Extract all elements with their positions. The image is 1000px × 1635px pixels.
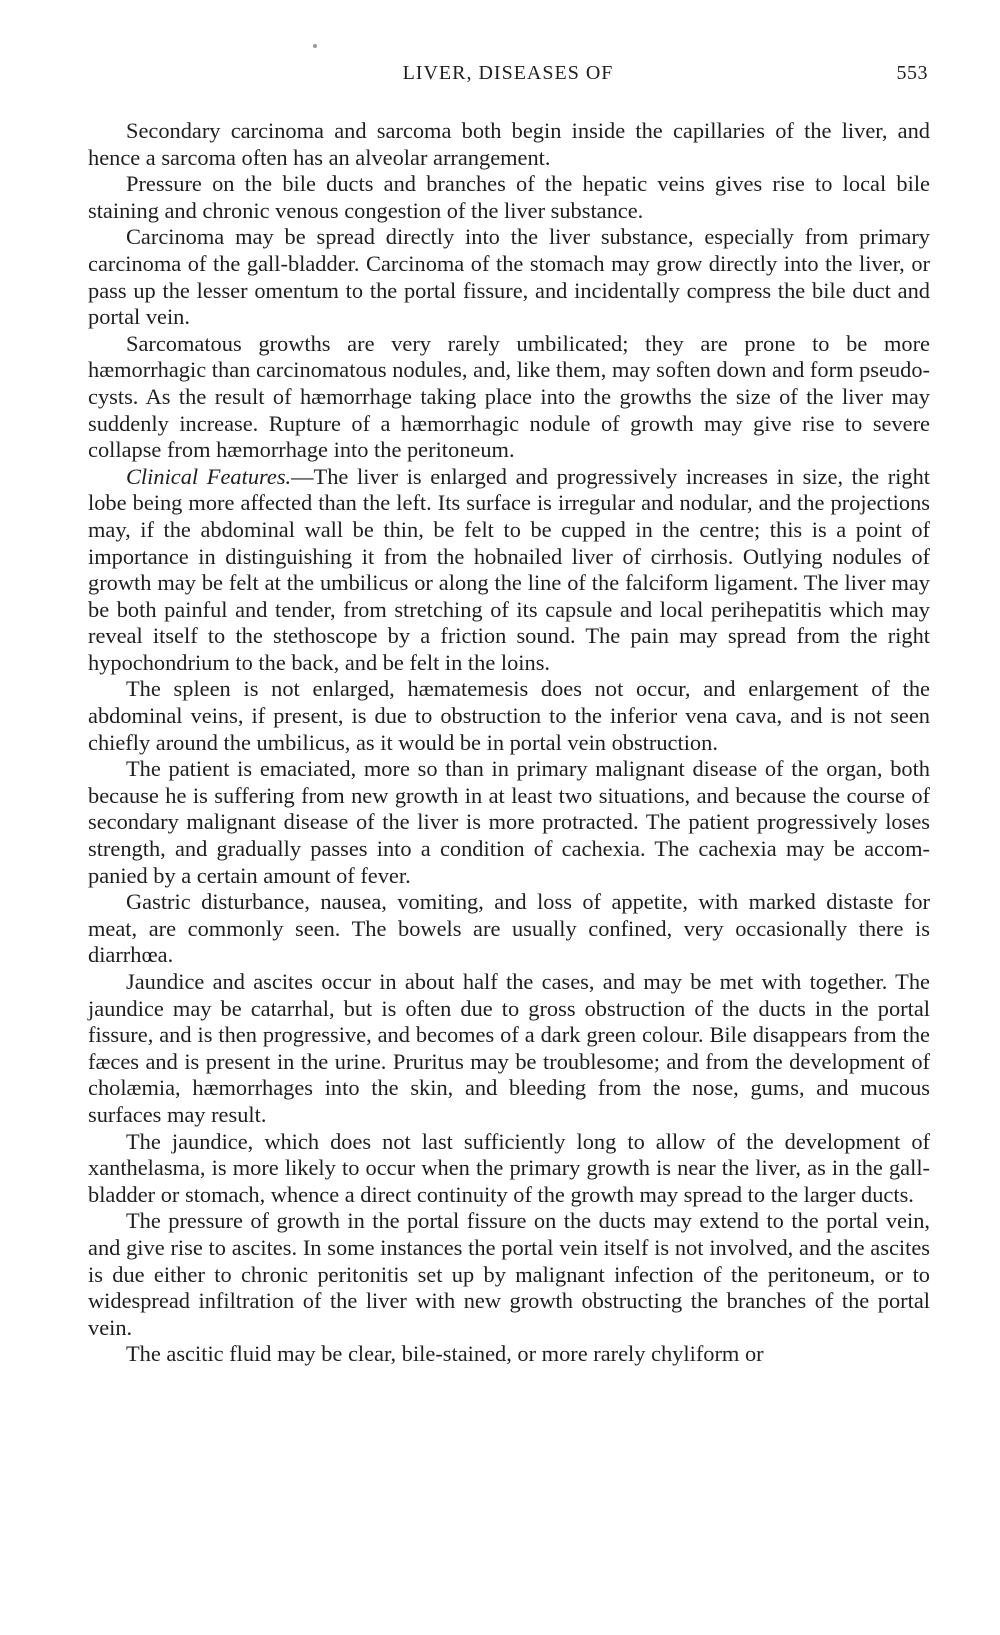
page-number: 553 bbox=[896, 62, 928, 84]
paragraph: The pressure of growth in the portal fissure on the ducts may extend to the portal vein, and give rise to ascites. In some instances the portal vein itself is not involved, and the ascites is due either to chronic peritonitis set up by malignant infection of the peritoneum, or to widespread infiltration of the liver with new growth obstructing the branches of the portal vein. bbox=[88, 1208, 930, 1340]
paragraph: The spleen is not enlarged, hæmatemesis does not occur, and enlargement of the abdominal veins, if present, is due to obstruction to the inferior vena cava, and is not seen chiefly around the umbilicus, as it would be in portal vein obstruction. bbox=[88, 676, 930, 755]
paragraph: The patient is emaciated, more so than in primary malignant disease of the organ, both because he is suffering from new growth in at least two situations, and because the course of secondary malignant disease of the liver is more protracted. The patient progressively loses strength, and gradually passes into a condition of cachexia. The cachexia may be accompanied by a certain amount of fever. bbox=[88, 756, 930, 888]
body-text bbox=[88, 118, 930, 1368]
paragraph: The jaundice, which does not last sufficiently long to allow of the development of xanthelasma, is more likely to occur when the primary growth is near the liver, as in the gall-bladder or stomach, whence a direct continuity of the growth may spread to the larger ducts. bbox=[88, 1128, 930, 1207]
section-heading: Clinical Features. bbox=[126, 463, 292, 489]
paragraph: Pressure on the bile ducts and branches of the hepatic veins gives rise to local bile staining and chronic venous congestion of the liver substance. bbox=[88, 171, 930, 223]
running-head: LIVER, DISEASES OF bbox=[402, 62, 614, 84]
paragraph: Sarcomatous growths are very rarely umbilicated; they are prone to be more hæmorrhagic than carcinomatous nodules, and, like them, may soften down and form pseudo-cysts. As the result of hæmorrhage taking place into the growths the size of the liver may suddenly increase. Rupture of a hæmorrhagic nodule of growth may give rise to severe collapse from hæmorrhage into the peritoneum. bbox=[88, 330, 930, 463]
paragraph: The ascitic fluid may be clear, bile-stained, or more rarely chyliform or bbox=[126, 1341, 764, 1367]
ink-speck bbox=[313, 44, 317, 48]
paragraph bbox=[88, 464, 930, 677]
page-header bbox=[88, 62, 928, 92]
paragraph: Secondary carcinoma and sarcoma both begin inside the capillaries of the liver, and hence a sarcoma often has an alveolar arrangement. bbox=[88, 118, 930, 170]
paragraph: Gastric disturbance, nausea, vomiting, and loss of appetite, with marked distaste for meat, are commonly seen. The bowels are usually confined, very occasionally there is diarrhœa. bbox=[88, 889, 930, 968]
paragraph: Carcinoma may be spread directly into the liver substance, especially from primary carcinoma of the gall-bladder. Carcinoma of the stomach may grow directly into the liver, or pass up the lesser omentum to the portal fissure, and incidentally compress the bile duct and portal vein. bbox=[88, 224, 930, 330]
paragraph-text: —The liver is enlarged and progressively increases in size, the right lobe being more affected than the left. Its surface is irregular and nodular, and the projections may, if the abdominal wall be thin, be felt to be cupped in the centre; this is a point of importance in distinguishing it from the hobnailed liver of cirrhosis. Outlying nodules of growth may be felt at the umbilicus or along the line of the falciform ligament. The liver may be both painful and tender, from stretching of its capsule and local perihepatitis which may reveal itself to the stethoscope by a friction sound. The pain may spread from the right hypochondrium to the back, and be felt in the loins. bbox=[88, 463, 930, 675]
paragraph: Jaundice and ascites occur in about half the cases, and may be met with together. The jaundice may be catarrhal, but is often due to gross obstruction of the ducts in the portal fissure, and is then progressive, and becomes of a dark green colour. Bile disappears from the fæces and is present in the urine. Pruritus may be troublesome; and from the development of cholæmia, hæmorrhages into the skin, and bleeding from the nose, gums, and mucous surfaces may result. bbox=[88, 969, 930, 1127]
